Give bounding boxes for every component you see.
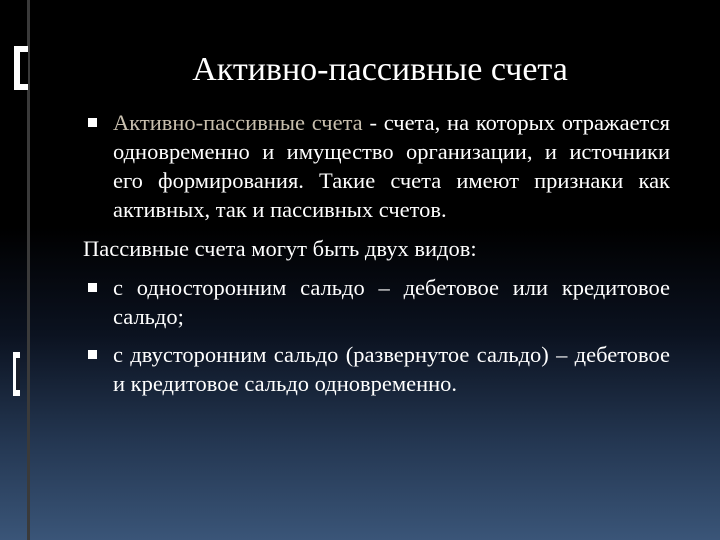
bullet-item-one-sided [86, 273, 670, 331]
definition-text: - счета, на которых отражается одновременно и имущество организации, и источники его формирования. Такие счета имеют признаки как активных, так и пассивных счетов. [113, 110, 670, 222]
bullet-text: с односторонним сальдо – дебетовое или кредитовое сальдо; [113, 275, 670, 329]
plain-paragraph: Пассивные счета могут быть двух видов: [83, 236, 477, 261]
square-bullet-icon [88, 350, 97, 359]
square-bullet-icon [88, 283, 97, 292]
slide-content [83, 108, 670, 398]
slide-title: Активно-пассивные счета [192, 51, 568, 88]
square-bullet-icon [88, 118, 97, 127]
term-highlight: Активно-пассивные счета [113, 110, 363, 135]
bullet-item-two-sided [86, 340, 670, 398]
bullet-item-definition [86, 108, 670, 224]
bullet-text: с двусторонним сальдо (развернутое сальдо) – дебетовое и кредитовое сальдо одновременно. [113, 342, 670, 396]
decorative-block-middle-inner [16, 358, 20, 390]
